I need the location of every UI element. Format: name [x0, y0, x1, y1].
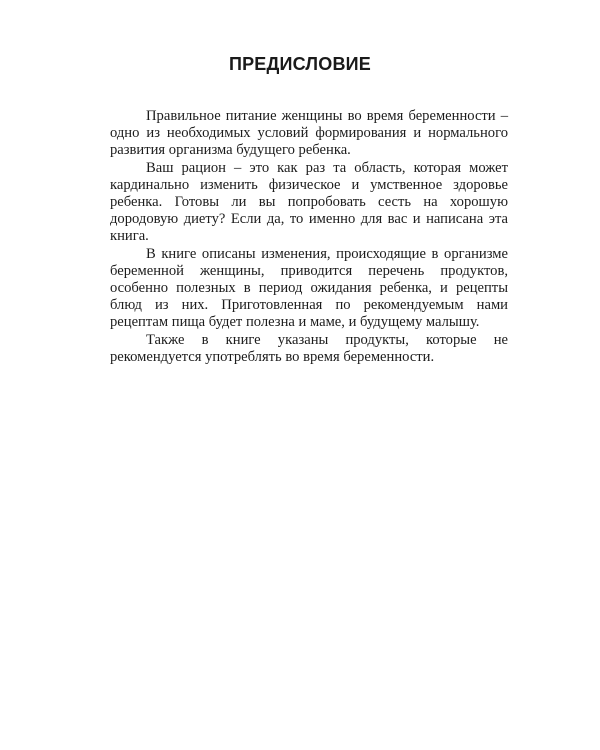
- paragraph-1: Правильное питание женщины во время беременности – одно из необходимых условий формирования и нормального развития организма будущего ребенка.: [110, 108, 508, 159]
- page-title: ПРЕДИСЛОВИЕ: [228, 54, 372, 74]
- preface-body: [110, 108, 508, 366]
- paragraph-4: Также в книге указаны продукты, которые не рекомендуется употреблять во время беременности.: [110, 331, 508, 365]
- paragraph-2: Ваш рацион – это как раз та область, которая может кардинально изменить физическое и умственное здоровье ребенка. Готовы ли вы попробовать сесть на хорошую дородовую диету? Если да, то именно для вас и написана эта книга.: [110, 159, 508, 245]
- paragraph-3: В книге описаны изменения, происходящие в организме беременной женщины, приводится перечень продуктов, особенно полезных в период ожидания ребенка, и рецепты блюд из них. Приготовленная по рекомендуемым нами рецептам пища будет полезна и маме, и будущему малышу.: [110, 245, 508, 331]
